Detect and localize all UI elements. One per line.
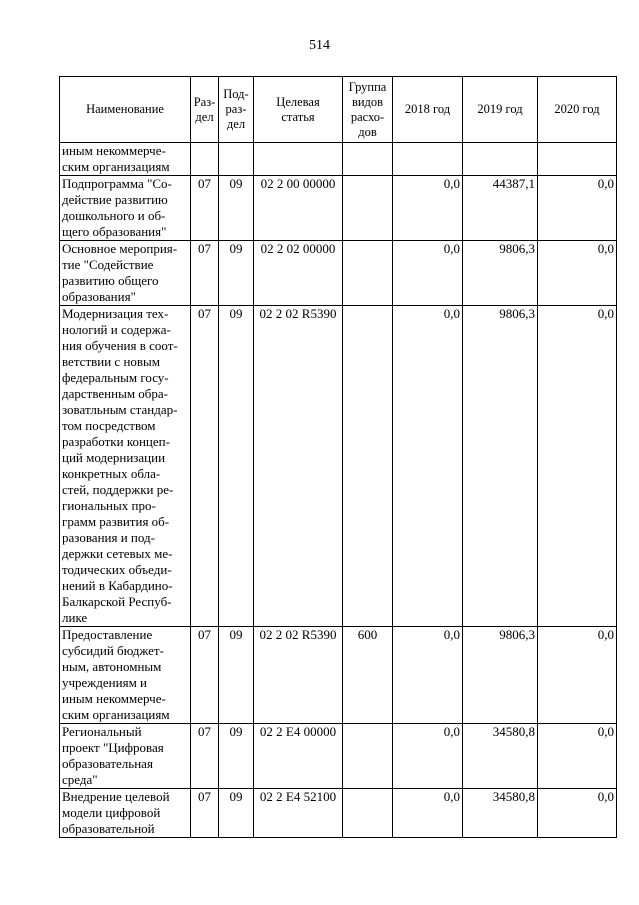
header-expense-group: Группа видов расхо- дов [343,77,393,143]
header-name: Наименование [60,77,191,143]
row-section [191,143,219,176]
header-2018: 2018 год [393,77,463,143]
row-section: 07 [191,789,219,838]
table-row [60,143,617,176]
row-value-2020: 0,0 [538,789,617,838]
row-target-article: 02 2 00 00000 [254,176,343,241]
row-section: 07 [191,627,219,724]
row-expense-group [343,241,393,306]
row-value-2020: 0,0 [538,627,617,724]
row-target-article: 02 2 02 R5390 [254,306,343,627]
row-value-2019: 9806,3 [463,627,538,724]
row-value-2019: 44387,1 [463,176,538,241]
table-row [60,241,617,306]
row-name: Предоставление субсидий бюджет- ным, автономным учреждениям и иным некоммерче- ским организациям [60,627,191,724]
row-value-2019: 9806,3 [463,241,538,306]
table-row [60,789,617,838]
row-value-2019 [463,143,538,176]
row-section: 07 [191,724,219,789]
row-target-article: 02 2 E4 00000 [254,724,343,789]
row-target-article: 02 2 E4 52100 [254,789,343,838]
table-row [60,176,617,241]
row-target-article: 02 2 02 00000 [254,241,343,306]
row-subsection: 09 [219,176,254,241]
row-subsection: 09 [219,724,254,789]
row-value-2019: 34580,8 [463,789,538,838]
row-subsection [219,143,254,176]
row-subsection: 09 [219,627,254,724]
header-2019: 2019 год [463,77,538,143]
row-value-2020: 0,0 [538,176,617,241]
header-section: Раз- дел [191,77,219,143]
row-expense-group [343,176,393,241]
row-value-2018: 0,0 [393,306,463,627]
row-name: Региональный проект "Цифровая образовательная среда" [60,724,191,789]
row-value-2018: 0,0 [393,789,463,838]
table-row [60,724,617,789]
row-name: Основное мероприя- тие "Содействие развитию общего образования" [60,241,191,306]
header-subsection: Под- раз- дел [219,77,254,143]
row-value-2018: 0,0 [393,241,463,306]
row-subsection: 09 [219,789,254,838]
row-expense-group [343,143,393,176]
row-name: иным некоммерче- ским организациям [60,143,191,176]
header-2020: 2020 год [538,77,617,143]
row-section: 07 [191,176,219,241]
row-value-2018: 0,0 [393,176,463,241]
row-subsection: 09 [219,241,254,306]
row-target-article: 02 2 02 R5390 [254,627,343,724]
row-value-2020 [538,143,617,176]
row-section: 07 [191,241,219,306]
table-row [60,306,617,627]
row-name: Модернизация тех- нологий и содержа- ния обучения в соот- ветствии с новым федеральным госу- дарственным обра- зоватльным стандар- том посредством разработки концеп- ций модернизации конкретных обла- стей, поддержки ре- гиональных про- грамм развития об- разования и под- держки сетевых ме- тодических объеди- нений в Кабардино- Балкарской Респуб- лике [60,306,191,627]
row-expense-group: 600 [343,627,393,724]
row-value-2018 [393,143,463,176]
row-subsection: 09 [219,306,254,627]
header-row [60,77,617,143]
header-target-article: Целевая статья [254,77,343,143]
row-name: Внедрение целевой модели цифровой образовательной [60,789,191,838]
row-expense-group [343,789,393,838]
row-section: 07 [191,306,219,627]
row-name: Подпрограмма "Со- действие развитию дошкольного и об- щего образования" [60,176,191,241]
row-value-2018: 0,0 [393,724,463,789]
budget-table [59,76,617,838]
row-value-2020: 0,0 [538,241,617,306]
row-expense-group [343,724,393,789]
row-value-2020: 0,0 [538,306,617,627]
table-row [60,627,617,724]
row-expense-group [343,306,393,627]
row-value-2018: 0,0 [393,627,463,724]
row-value-2019: 34580,8 [463,724,538,789]
page-number: 514 [309,38,330,53]
row-value-2019: 9806,3 [463,306,538,627]
row-target-article [254,143,343,176]
row-value-2020: 0,0 [538,724,617,789]
